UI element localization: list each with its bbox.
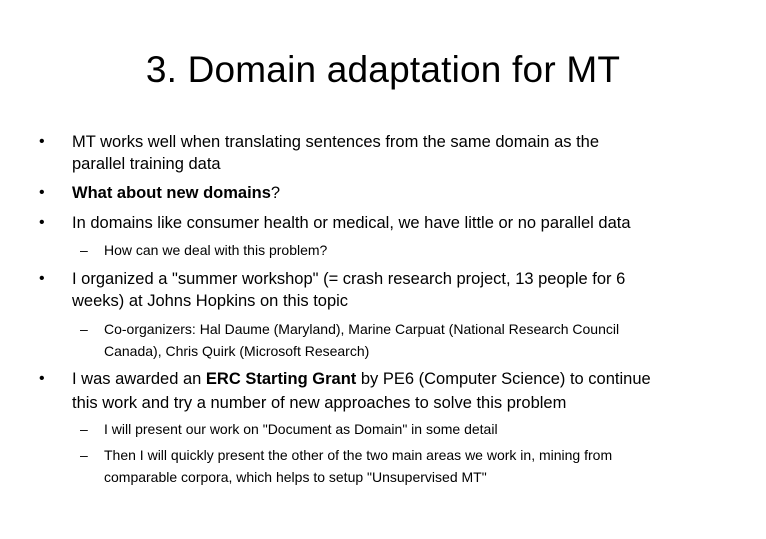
sub-bullet-marker: – [80,242,88,258]
bullet-bold-text: ERC Starting Grant [205,370,357,388]
bullet-marker: • [39,133,45,150]
sub-bullet-text: Then I will quickly present the other of the two main areas we work in, mining from [104,447,613,463]
sub-bullet-text: comparable corpora, which helps to setup "Unsupervised MT" [104,469,487,485]
bullet-marker: • [39,184,45,201]
slide-title: 3. Domain adaptation for MT [145,49,621,90]
bullet-bold-text: What about new domains [72,184,271,202]
sub-bullet-marker: – [80,421,88,437]
bullet-text: I was awarded an [72,370,206,388]
bullet-text-line [72,368,732,390]
sub-bullet-marker: – [80,321,88,337]
sub-bullet-text: Canada), Chris Quirk (Microsoft Research) [104,343,370,359]
bullet-text-line: In domains like consumer health or medical, we have little or no parallel data [72,214,631,232]
bullet-text-line: MT works well when translating sentences from the same domain as the [72,133,600,151]
bullet-text-line: parallel training data [72,155,221,173]
sub-bullet-text: I will present our work on "Document as Domain" in some detail [104,421,498,437]
bullet-text-line: I organized a "summer workshop" (= crash research project, 13 people for 6 [72,270,626,288]
bullet-text-line [72,182,732,204]
bullet-text-line: this work and try a number of new approaches to solve this problem [72,394,567,412]
bullet-marker: • [39,270,45,287]
bullet-marker: • [39,214,45,231]
sub-bullet-text: Co-organizers: Hal Daume (Maryland), Marine Carpuat (National Research Council [104,321,620,337]
bullet-marker: • [39,370,45,387]
bullet-text-line: weeks) at Johns Hopkins on this topic [72,292,349,310]
bullet-text: by PE6 (Computer Science) to continue [356,370,651,388]
bullet-text: ? [270,184,281,202]
sub-bullet-text: How can we deal with this problem? [104,242,328,258]
sub-bullet-marker: – [80,447,88,463]
